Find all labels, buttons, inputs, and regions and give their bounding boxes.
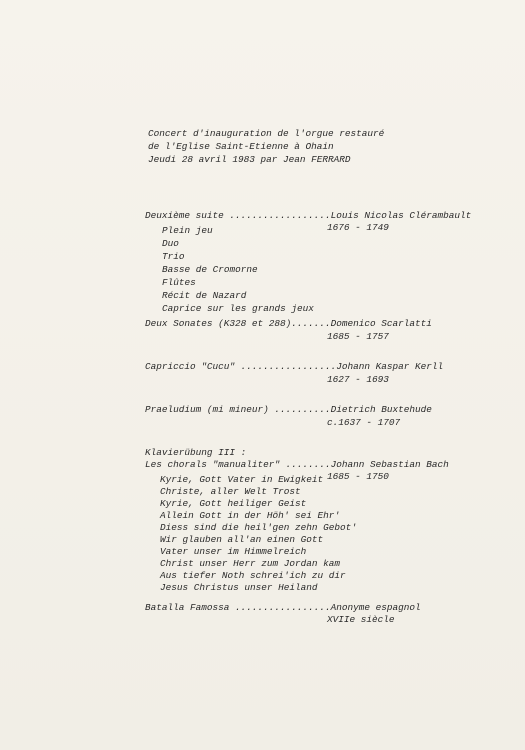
composer-dates: 1685 - 1750 bbox=[327, 471, 389, 482]
chorale-item: Kyrie, Gott heiliger Geist bbox=[160, 498, 307, 509]
chorale-item: Christe, aller Welt Trost bbox=[160, 486, 301, 497]
movement-item: Caprice sur les grands jeux bbox=[162, 303, 314, 314]
chorale-item: Kyrie, Gott Vater in Ewigkeit bbox=[160, 474, 324, 485]
chorale-item: Wir glauben all'an einen Gott bbox=[160, 534, 324, 545]
composer-dates: 1627 - 1693 bbox=[327, 374, 389, 385]
composer-dates: XVIIe siècle bbox=[327, 614, 395, 625]
program-item-kerll: Capriccio "Cucu" .................Johann Kaspar Kerll bbox=[145, 361, 444, 372]
chorale-item: Jesus Christus unser Heiland bbox=[160, 582, 318, 593]
chorale-item: Diess sind die heil'gen zehn Gebot' bbox=[160, 522, 357, 533]
movement-item: Plein jeu bbox=[162, 225, 213, 236]
program-item-buxtehude: Praeludium (mi mineur) ..........Dietrich Buxtehude bbox=[145, 404, 432, 415]
program-item-batalla: Batalla Famossa .................Anonyme espagnol bbox=[145, 602, 421, 613]
chorale-item: Christ unser Herr zum Jordan kam bbox=[160, 558, 341, 569]
program-item-clerambault: Deuxième suite ..................Louis Nicolas Clérambault bbox=[145, 210, 472, 221]
movement-item: Trio bbox=[162, 251, 185, 262]
composer-dates: c.1637 - 1707 bbox=[327, 417, 401, 428]
program-item-bach-title: Klavierübung III : bbox=[145, 447, 247, 458]
header-line-1: Concert d'inauguration de l'orgue restauré bbox=[148, 128, 385, 139]
composer-dates: 1685 - 1757 bbox=[327, 331, 389, 342]
chorale-item: Aus tiefer Noth schrei'ich zu dir bbox=[160, 570, 346, 581]
program-item-scarlatti: Deux Sonates (K328 et 288).......Domenico Scarlatti bbox=[145, 318, 432, 329]
movement-item: Basse de Cromorne bbox=[162, 264, 258, 275]
movement-item: Flûtes bbox=[162, 277, 196, 288]
program-item-bach: Les chorals "manualiter" ........Johann Sebastian Bach bbox=[145, 459, 449, 470]
movement-item: Duo bbox=[162, 238, 179, 249]
movement-item: Récit de Nazard bbox=[162, 290, 247, 301]
chorale-item: Allein Gott in der Höh' sei Ehr' bbox=[160, 510, 341, 521]
chorale-item: Vater unser im Himmelreich bbox=[160, 546, 307, 557]
header-line-3: Jeudi 28 avril 1983 par Jean FERRARD bbox=[148, 154, 351, 165]
composer-dates: 1676 - 1749 bbox=[327, 222, 389, 233]
header-line-2: de l'Eglise Saint-Etienne à Ohain bbox=[148, 141, 334, 152]
